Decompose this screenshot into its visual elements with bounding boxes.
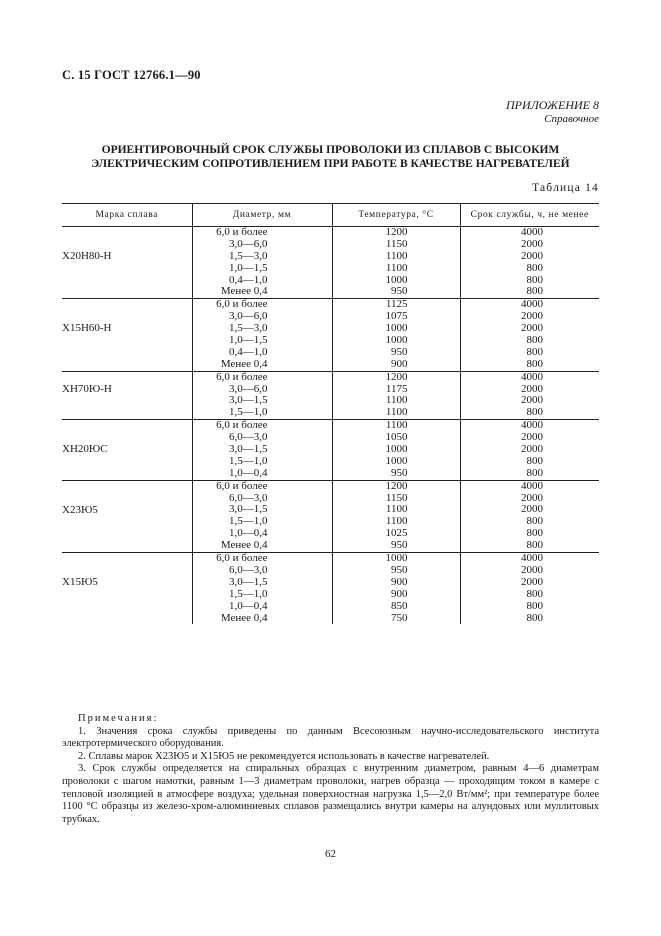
diameter-value: 6,0 и более — [216, 479, 268, 492]
service-life-value: 800 — [526, 466, 543, 479]
temperature-value: 1000 — [385, 443, 408, 456]
notes-section — [62, 713, 599, 826]
temperature-value: 1100 — [385, 249, 408, 262]
temperature-value: 950 — [391, 539, 408, 552]
service-life-value: 2000 — [521, 443, 543, 456]
service-life-value: 4000 — [521, 419, 543, 432]
service-life-cell — [460, 227, 599, 299]
temperature-value: 1100 — [385, 261, 408, 274]
header-grade: Марка сплава — [62, 204, 192, 227]
service-life-value: 2000 — [521, 491, 543, 504]
diameter-value: 1,5—1,0 — [229, 515, 268, 528]
grade-label: Х15Н60-Н — [62, 322, 112, 335]
temperature-cell — [332, 371, 460, 420]
diameter-value: Менее 0,4 — [220, 285, 268, 298]
service-life-value: 800 — [526, 587, 543, 600]
grade-cell — [62, 227, 192, 299]
temperature-value: 900 — [391, 357, 408, 370]
service-life-value: 2000 — [521, 575, 543, 588]
service-life-value: 800 — [526, 357, 543, 370]
table-row — [62, 371, 599, 420]
grade-cell — [62, 299, 192, 371]
header-temperature: Температура, °С — [332, 204, 460, 227]
grade-label: ХН20ЮС — [62, 443, 108, 456]
title-line-2: ЭЛЕКТРИЧЕСКИМ СОПРОТИВЛЕНИЕМ ПРИ РАБОТЕ В КАЧЕСТВЕ НАГРЕВАТЕЛЕЙ — [91, 158, 570, 170]
temperature-value: 1150 — [385, 237, 408, 250]
appendix-label-block — [506, 98, 599, 126]
diameter-value: Менее 0,4 — [220, 539, 268, 552]
temperature-value: 1200 — [385, 479, 408, 492]
service-life-value: 800 — [526, 539, 543, 552]
diameter-value: 1,5—3,0 — [229, 322, 268, 335]
service-life-value: 800 — [526, 285, 543, 298]
temperature-cell — [332, 480, 460, 552]
service-life-value: 2000 — [521, 382, 543, 395]
temperature-value: 1200 — [385, 226, 408, 238]
diameter-value: 1,0—1,5 — [229, 334, 268, 347]
page-number: 62 — [325, 848, 336, 860]
title-line-1: ОРИЕНТИРОВОЧНЫЙ СРОК СЛУЖБЫ ПРОВОЛОКИ ИЗ СПЛАВОВ С ВЫСОКИМ — [101, 144, 560, 156]
temperature-value: 1175 — [385, 382, 408, 395]
diameter-value: 3,0—1,5 — [229, 575, 268, 588]
temperature-value: 1100 — [385, 419, 408, 432]
diameter-value: 3,0—1,5 — [229, 503, 268, 516]
grade-cell — [62, 553, 192, 625]
grade-label: Х15Ю5 — [62, 575, 98, 588]
diameter-value: 0,4—1,0 — [229, 345, 268, 358]
document-title — [62, 143, 599, 171]
diameter-value: 6,0 и более — [216, 226, 268, 238]
temperature-value: 1000 — [385, 273, 408, 286]
temperature-value: 1125 — [385, 298, 408, 311]
service-life-value: 2000 — [521, 503, 543, 516]
grade-cell — [62, 371, 192, 420]
diameter-value: 1,5—1,0 — [229, 454, 268, 467]
service-life-value: 2000 — [521, 249, 543, 262]
service-life-value: 800 — [526, 515, 543, 528]
temperature-value: 1000 — [385, 322, 408, 335]
service-life-value: 4000 — [521, 479, 543, 492]
header-diameter: Диаметр, мм — [192, 204, 332, 227]
diameter-value: 3,0—6,0 — [229, 237, 268, 250]
service-life-value: 2000 — [521, 322, 543, 335]
diameter-value: 6,0—3,0 — [229, 491, 268, 504]
table-row — [62, 480, 599, 552]
grade-label: Х20Н80-Н — [62, 249, 112, 262]
diameter-value: 6,0—3,0 — [229, 563, 268, 576]
temperature-cell — [332, 420, 460, 480]
temperature-cell — [332, 553, 460, 625]
service-life-value: 800 — [526, 527, 543, 540]
temperature-value: 750 — [391, 611, 408, 624]
diameter-value: Менее 0,4 — [220, 357, 268, 370]
diameter-value: 6,0 и более — [216, 370, 268, 383]
table-header-row — [62, 204, 599, 227]
diameter-value: 1,0—0,4 — [229, 599, 268, 612]
temperature-value: 1000 — [385, 454, 408, 467]
service-life-value: 2000 — [521, 310, 543, 323]
temperature-value: 950 — [391, 466, 408, 479]
diameter-value: 6,0 и более — [216, 298, 268, 311]
diameter-cell — [192, 299, 332, 371]
temperature-value: 850 — [391, 599, 408, 612]
note-item: 2. Сплавы марок Х23Ю5 и Х15Ю5 не рекомендуется использовать в качестве нагревателей. — [78, 750, 490, 762]
header-service-life: Срок службы, ч, не менее — [460, 204, 599, 227]
grade-cell — [62, 420, 192, 480]
temperature-value: 1100 — [385, 515, 408, 528]
temperature-value: 950 — [391, 345, 408, 358]
service-life-cell — [460, 371, 599, 420]
diameter-value: 1,5—3,0 — [229, 249, 268, 262]
service-life-value: 4000 — [521, 370, 543, 383]
grade-cell — [62, 480, 192, 552]
diameter-value: 6,0—3,0 — [229, 431, 268, 444]
temperature-value: 1100 — [385, 394, 408, 407]
service-life-value: 4000 — [521, 552, 543, 565]
service-life-value: 800 — [526, 334, 543, 347]
appendix-label: ПРИЛОЖЕНИЕ 8 — [506, 98, 599, 112]
diameter-value: 1,0—1,5 — [229, 261, 268, 274]
note-item: 3. Срок службы определяется на спиральных образцах с внутренним диаметром, равным 4—6 диаметрам проволоки с шагом намотки, равным 1—3 диаметрам проволоки, нагрев образца — проходящим током в камере с тепловой изоляцией в атмосфере воздуха; удельная поверхностная нагрузка 1,5—2,0 Вт/мм²; при температуре более 1100 °С образцы из железо-хром-алюминиевых сплавов размещались внутри камеры на алундовых или муллитовых трубках. — [62, 763, 599, 825]
notes-heading: Примечания: — [78, 713, 159, 724]
service-life-value: 2000 — [521, 237, 543, 250]
appendix-note: Справочное — [544, 113, 599, 125]
service-life-value: 800 — [526, 261, 543, 274]
service-life-cell — [460, 553, 599, 625]
service-life-value: 800 — [526, 599, 543, 612]
service-life-value: 2000 — [521, 394, 543, 407]
diameter-cell — [192, 480, 332, 552]
table-row — [62, 420, 599, 480]
service-life-value: 4000 — [521, 226, 543, 238]
temperature-value: 950 — [391, 285, 408, 298]
temperature-cell — [332, 299, 460, 371]
diameter-value: 3,0—1,5 — [229, 443, 268, 456]
temperature-value: 900 — [391, 575, 408, 588]
diameter-cell — [192, 420, 332, 480]
diameter-value: 3,0—6,0 — [229, 382, 268, 395]
table-body — [62, 227, 599, 625]
temperature-value: 1025 — [385, 527, 408, 540]
table-row — [62, 553, 599, 625]
diameter-value: 0,4—1,0 — [229, 273, 268, 286]
grade-label: ХН70Ю-Н — [62, 382, 112, 395]
diameter-cell — [192, 553, 332, 625]
temperature-value: 1000 — [385, 334, 408, 347]
temperature-value: 950 — [391, 563, 408, 576]
service-life-value: 800 — [526, 345, 543, 358]
temperature-value: 1200 — [385, 370, 408, 383]
service-life-value: 2000 — [521, 431, 543, 444]
temperature-value: 900 — [391, 587, 408, 600]
table-label: Таблица 14 — [532, 182, 599, 194]
temperature-cell — [332, 227, 460, 299]
temperature-value: 1075 — [385, 310, 408, 323]
diameter-value: 1,0—0,4 — [229, 466, 268, 479]
temperature-value: 1050 — [385, 431, 408, 444]
diameter-cell — [192, 227, 332, 299]
table-row — [62, 227, 599, 299]
diameter-value: 1,5—1,0 — [229, 587, 268, 600]
diameter-value: Менее 0,4 — [220, 611, 268, 624]
temperature-value: 1100 — [385, 503, 408, 516]
service-life-value: 800 — [526, 454, 543, 467]
grade-label: Х23Ю5 — [62, 503, 98, 516]
diameter-value: 6,0 и более — [216, 552, 268, 565]
service-life-value: 2000 — [521, 563, 543, 576]
temperature-value: 1100 — [385, 406, 408, 419]
document-header: С. 15 ГОСТ 12766.1—90 — [62, 68, 201, 82]
diameter-cell — [192, 371, 332, 420]
temperature-value: 1150 — [385, 491, 408, 504]
service-life-value: 4000 — [521, 298, 543, 311]
service-life-value: 800 — [526, 611, 543, 624]
service-life-table — [62, 203, 599, 624]
service-life-cell — [460, 480, 599, 552]
table-row — [62, 299, 599, 371]
temperature-value: 1000 — [385, 552, 408, 565]
diameter-value: 3,0—1,5 — [229, 394, 268, 407]
service-life-cell — [460, 420, 599, 480]
diameter-value: 3,0—6,0 — [229, 310, 268, 323]
service-life-value: 800 — [526, 273, 543, 286]
diameter-value: 1,5—1,0 — [229, 406, 268, 419]
diameter-value: 1,0—0,4 — [229, 527, 268, 540]
diameter-value: 6,0 и более — [216, 419, 268, 432]
service-life-value: 800 — [526, 406, 543, 419]
note-item: 1. Значения срока службы приведены по данным Всесоюзным научно-исследовательского института электротермического оборудования. — [62, 725, 599, 750]
service-life-cell — [460, 299, 599, 371]
